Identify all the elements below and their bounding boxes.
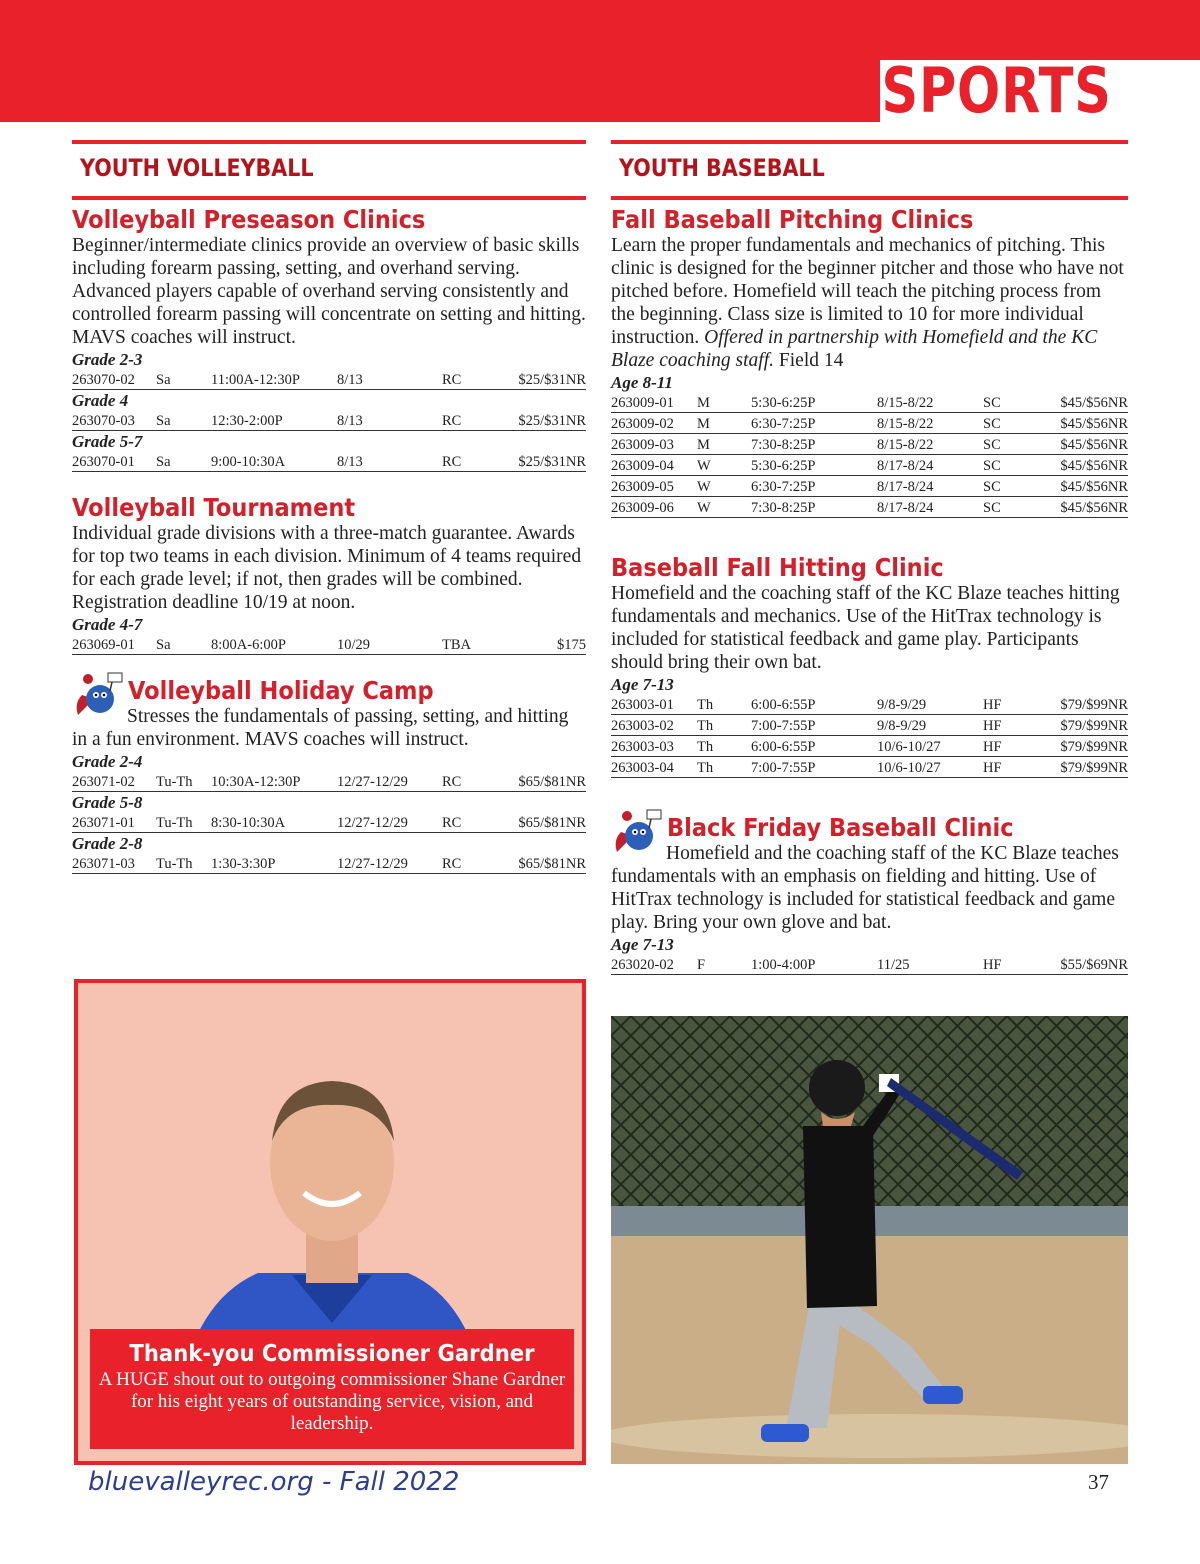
grade-label: Grade 2-4 [72, 752, 143, 771]
table-row [611, 954, 1128, 975]
grade-label: Grade 4 [72, 391, 129, 410]
table-cell: 6:00-6:55P [751, 694, 877, 715]
table-cell: Th [697, 736, 751, 757]
grade-label: Age 8-11 [611, 373, 673, 392]
grade-label: Grade 2-3 [72, 350, 143, 369]
table-cell: TBA [442, 634, 504, 655]
grade-label: Age 7-13 [611, 675, 674, 694]
table-cell: 8/13 [337, 451, 442, 472]
table-cell: 8:00A-6:00P [211, 634, 337, 655]
schedule-table [72, 853, 586, 874]
grade-label: Grade 5-8 [72, 793, 143, 812]
page-number: 37 [1088, 1470, 1109, 1494]
table-row [72, 771, 586, 792]
table-cell: 11:00A-12:30P [211, 369, 337, 390]
table-cell: Sa [156, 634, 211, 655]
table-row [611, 497, 1128, 518]
table-cell: 12/27-12/29 [337, 771, 442, 792]
table-cell: 7:00-7:55P [751, 757, 877, 778]
table-cell: 263009-01 [611, 392, 697, 413]
table-cell: $65/$81NR [504, 812, 586, 833]
table-cell: 8/15-8/22 [877, 413, 983, 434]
footer-site: bluevalleyrec.org - Fall 2022 [88, 1467, 460, 1497]
table-cell: SC [983, 434, 1045, 455]
table-cell: $45/$56NR [1045, 434, 1128, 455]
table-row [611, 757, 1128, 778]
table-cell: $45/$56NR [1045, 476, 1128, 497]
table-cell: 263069-01 [72, 634, 156, 655]
table-cell: 8:30-10:30A [211, 812, 337, 833]
table-cell: RC [442, 771, 504, 792]
grade-label: Age 7-13 [611, 935, 674, 954]
mascot-icon [72, 669, 124, 721]
table-cell: 10/29 [337, 634, 442, 655]
table-cell: SC [983, 413, 1045, 434]
hitting-block [611, 554, 1128, 778]
table-cell: HF [983, 757, 1045, 778]
program-description: Stresses the fundamentals of passing, setting, and hitting in a fun environment. MAVS coaches will instruct. [72, 706, 569, 750]
table-cell: 8/15-8/22 [877, 392, 983, 413]
program-description: Homefield and the coaching staff of the KC Blaze teaches hitting fundamentals and mechanics. Use of the HitTrax technology is included for statistical feedback and game play. Participants should bring their own bat. [611, 583, 1120, 673]
table-cell: $65/$81NR [504, 771, 586, 792]
schedule-table [72, 451, 586, 472]
holiday-camp-block [72, 677, 586, 874]
table-cell: $45/$56NR [1045, 497, 1128, 518]
program-description [611, 234, 1128, 372]
pitching-block [611, 206, 1128, 518]
table-row [72, 853, 586, 874]
description-main: Learn the proper fundamentals and mechanics of pitching. This clinic is designed for the beginner pitcher and those who have not pitched before. Homefield will teach the pitching process from the beginning. Class size is limited to 10 for more individual instruction. [611, 235, 1124, 348]
table-cell: $45/$56NR [1045, 455, 1128, 476]
table-cell: Sa [156, 451, 211, 472]
table-cell: 9:00-10:30A [211, 451, 337, 472]
table-cell: HF [983, 736, 1045, 757]
table-cell: SC [983, 476, 1045, 497]
table-cell: 263070-03 [72, 410, 156, 431]
table-row [611, 694, 1128, 715]
table-cell: SC [983, 392, 1045, 413]
table-cell: Th [697, 715, 751, 736]
mascot-icon [611, 806, 663, 858]
table-cell: 6:00-6:55P [751, 736, 877, 757]
table-cell: $45/$56NR [1045, 413, 1128, 434]
page-title: SPORTS [881, 54, 1112, 127]
table-cell: 8/17-8/24 [877, 476, 983, 497]
schedule-table [72, 771, 586, 792]
table-cell: 263070-01 [72, 451, 156, 472]
table-cell: 8/15-8/22 [877, 434, 983, 455]
table-cell: 8/13 [337, 369, 442, 390]
table-cell: 263003-03 [611, 736, 697, 757]
schedule [611, 936, 1128, 975]
table-cell: 263071-01 [72, 812, 156, 833]
volleyball-column [72, 140, 586, 874]
program-heading [611, 814, 1128, 842]
table-cell: 263071-02 [72, 771, 156, 792]
schedule [72, 753, 586, 874]
baseball-section-header [611, 140, 1128, 200]
table-cell: $45/$56NR [1045, 392, 1128, 413]
table-cell: M [697, 434, 751, 455]
schedule-table [72, 812, 586, 833]
schedule [72, 616, 586, 655]
schedule-table [611, 392, 1128, 518]
table-row [72, 634, 586, 655]
program-title: Baseball Fall Hitting Clinic [611, 553, 944, 582]
table-cell: 8/17-8/24 [877, 455, 983, 476]
promo-title: Thank-you Commissioner Gardner [129, 1341, 535, 1367]
table-cell: $65/$81NR [504, 853, 586, 874]
table-cell: 263009-05 [611, 476, 697, 497]
table-cell: F [697, 954, 751, 975]
table-cell: RC [442, 451, 504, 472]
table-cell: 10/6-10/27 [877, 757, 983, 778]
table-cell: 7:30-8:25P [751, 434, 877, 455]
program-title: Volleyball Tournament [72, 493, 356, 522]
table-row [72, 410, 586, 431]
baseball-column [611, 140, 1128, 975]
table-cell: RC [442, 853, 504, 874]
table-cell: 8/17-8/24 [877, 497, 983, 518]
table-cell: $25/$31NR [504, 451, 586, 472]
description-field: Field 14 [778, 350, 844, 371]
preseason-block [72, 206, 586, 472]
table-cell: $79/$99NR [1045, 694, 1128, 715]
table-cell: SC [983, 455, 1045, 476]
table-cell: W [697, 497, 751, 518]
table-cell: 6:30-7:25P [751, 413, 877, 434]
program-heading [72, 677, 586, 705]
table-cell: 10:30A-12:30P [211, 771, 337, 792]
table-cell: 9/8-9/29 [877, 694, 983, 715]
table-cell: M [697, 392, 751, 413]
table-cell: 263009-06 [611, 497, 697, 518]
table-cell: 5:30-6:25P [751, 455, 877, 476]
promo-panel [90, 1329, 574, 1449]
table-cell: 9/8-9/29 [877, 715, 983, 736]
table-cell: 263009-04 [611, 455, 697, 476]
commissioner-promo [74, 979, 586, 1465]
table-row [72, 812, 586, 833]
table-row [611, 736, 1128, 757]
schedule-table [611, 954, 1128, 975]
table-cell: HF [983, 954, 1045, 975]
table-cell: 5:30-6:25P [751, 392, 877, 413]
table-row [611, 715, 1128, 736]
table-cell: $79/$99NR [1045, 757, 1128, 778]
table-cell: W [697, 476, 751, 497]
table-cell: 12/27-12/29 [337, 812, 442, 833]
table-cell: 263009-03 [611, 434, 697, 455]
section-title: YOUTH BASEBALL [619, 154, 825, 182]
section-title: YOUTH VOLLEYBALL [80, 154, 314, 182]
table-cell: 1:00-4:00P [751, 954, 877, 975]
table-cell: 263003-04 [611, 757, 697, 778]
table-cell: 1:30-3:30P [211, 853, 337, 874]
table-cell: Tu-Th [156, 853, 211, 874]
black-friday-block [611, 814, 1128, 975]
table-cell: Sa [156, 369, 211, 390]
table-cell: $25/$31NR [504, 410, 586, 431]
grade-label: Grade 4-7 [72, 615, 143, 634]
schedule-table [72, 410, 586, 431]
program-description: Homefield and the coaching staff of the KC Blaze teaches fundamentals with an emphasis on fielding and hitting. Use of HitTrax technology is included for statistical feedback and game play. Bring your own glove and bat. [611, 843, 1119, 933]
table-cell: 11/25 [877, 954, 983, 975]
table-row [611, 392, 1128, 413]
table-cell: $79/$99NR [1045, 715, 1128, 736]
program-title: Black Friday Baseball Clinic [667, 813, 1014, 842]
table-cell: HF [983, 715, 1045, 736]
baseball-photo [611, 1016, 1128, 1464]
table-row [611, 434, 1128, 455]
table-cell: 10/6-10/27 [877, 736, 983, 757]
table-cell: 263003-01 [611, 694, 697, 715]
grade-label: Grade 2-8 [72, 834, 143, 853]
table-row [611, 476, 1128, 497]
table-cell: 7:30-8:25P [751, 497, 877, 518]
grade-label: Grade 5-7 [72, 432, 143, 451]
table-cell: 263071-03 [72, 853, 156, 874]
program-description: Beginner/intermediate clinics provide an overview of basic skills including forearm passing, setting, and overhand serving. Advanced players capable of overhand serving consistently and controlled forearm passing will concentrate on setting and hitting. MAVS coaches will instruct. [72, 235, 586, 348]
table-cell: $79/$99NR [1045, 736, 1128, 757]
table-cell: M [697, 413, 751, 434]
schedule [72, 351, 586, 472]
table-row [611, 455, 1128, 476]
table-cell: W [697, 455, 751, 476]
program-title: Volleyball Preseason Clinics [72, 205, 426, 234]
table-cell: 8/13 [337, 410, 442, 431]
description-partnership: Offered in partnership with Homefield and the KC Blaze coaching staff. [611, 327, 1098, 371]
program-title: Volleyball Holiday Camp [128, 676, 434, 705]
table-cell: RC [442, 812, 504, 833]
table-cell: HF [983, 694, 1045, 715]
table-cell: 7:00-7:55P [751, 715, 877, 736]
table-cell: $55/$69NR [1045, 954, 1128, 975]
schedule [611, 676, 1128, 778]
sports-title-tab [880, 54, 1200, 128]
table-cell: 6:30-7:25P [751, 476, 877, 497]
table-row [72, 451, 586, 472]
schedule [611, 374, 1128, 518]
table-cell: $25/$31NR [504, 369, 586, 390]
table-cell: Th [697, 757, 751, 778]
tournament-block [72, 494, 586, 655]
table-cell: 263070-02 [72, 369, 156, 390]
schedule-table [72, 369, 586, 390]
table-cell: $175 [504, 634, 586, 655]
schedule-table [72, 634, 586, 655]
table-cell: RC [442, 369, 504, 390]
table-cell: 263009-02 [611, 413, 697, 434]
volleyball-section-header [72, 140, 586, 200]
table-cell: 263003-02 [611, 715, 697, 736]
table-cell: 12/27-12/29 [337, 853, 442, 874]
table-cell: 263020-02 [611, 954, 697, 975]
table-cell: SC [983, 497, 1045, 518]
table-cell: Th [697, 694, 751, 715]
program-title: Fall Baseball Pitching Clinics [611, 205, 974, 234]
table-row [72, 369, 586, 390]
table-cell: Tu-Th [156, 812, 211, 833]
table-row [611, 413, 1128, 434]
promo-text: A HUGE shout out to outgoing commissioner Shane Gardner for his eight years of outstanding service, vision, and leadership. [98, 1369, 566, 1434]
table-cell: RC [442, 410, 504, 431]
table-cell: 12:30-2:00P [211, 410, 337, 431]
table-cell: Tu-Th [156, 771, 211, 792]
program-description: Individual grade divisions with a three-match guarantee. Awards for top two teams in each division. Minimum of 4 teams required for each grade level; if not, then grades will be combined. Registration deadline 10/19 at noon. [72, 523, 582, 613]
schedule-table [611, 694, 1128, 778]
table-cell: Sa [156, 410, 211, 431]
